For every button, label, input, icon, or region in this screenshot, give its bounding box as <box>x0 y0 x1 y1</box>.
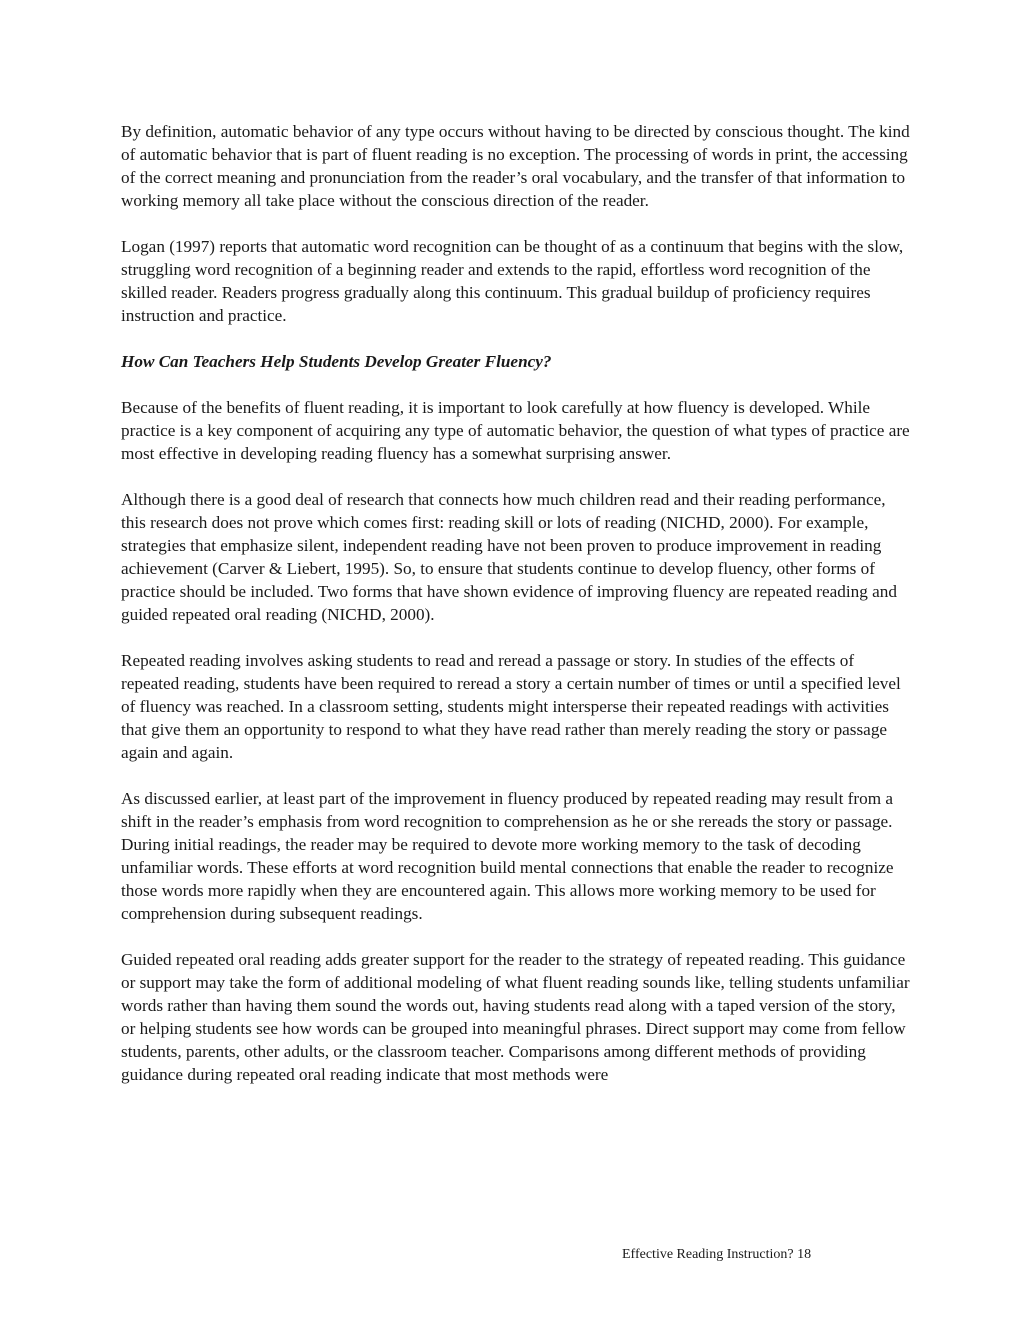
paragraph-logan-continuum: Logan (1997) reports that automatic word recognition can be thought of as a continuum that begins with the slow, struggling word recognition of a beginning reader and extends to the rapid, effortless word recognition of the skilled reader. Readers progress gradually along this continuum. This gradual buildup of proficiency requires instruction and practice. <box>121 237 904 325</box>
section-heading: How Can Teachers Help Students Develop Greater Fluency? <box>121 352 552 371</box>
paragraph-repeated-reading: Repeated reading involves asking students to read and reread a passage or story. In studies of the effects of repeated reading, students have been required to reread a story a certain number of times or until a specified level of fluency was reached. In a classroom setting, students might intersperse their repeated readings with activities that give them an opportunity to respond to what they have read rather than merely reading the story or passage again and again. <box>121 651 901 762</box>
paragraph-working-memory: As discussed earlier, at least part of the improvement in fluency produced by repeated reading may result from a shift in the reader’s emphasis from word recognition to comprehension as he or she rereads the story or passage. During initial readings, the reader may be required to devote more working memory to the task of decoding unfamiliar words. These efforts at word recognition build mental connections that enable the reader to recognize those words more rapidly when they are encountered again. This allows more working memory to be used for comprehension during subsequent readings. <box>121 789 894 923</box>
paragraph-research-reading-performance: Although there is a good deal of research that connects how much children read and their reading performance, this research does not prove which comes first: reading skill or lots of reading (NICHD, 2000). For example, strategies that emphasize silent, independent reading have not been proven to produce improvement in reading achievement (Carver & Liebert, 1995). So, to ensure that students continue to develop fluency, other forms of practice should be included. Two forms that have shown evidence of improving fluency are repeated reading and guided repeated oral reading (NICHD, 2000). <box>121 490 897 624</box>
body-text <box>121 120 911 1109</box>
paragraph-guided-oral-reading: Guided repeated oral reading adds greater support for the reader to the strategy of repeated reading. This guidance or support may take the form of additional modeling of what fluent reading sounds like, telling students unfamiliar words rather than having them sound the words out, having students read along with a taped version of the story, or helping students see how words can be grouped into meaningful phrases. Direct support may come from fellow students, parents, other adults, or the classroom teacher. Comparisons among different methods of providing guidance during repeated oral reading indicate that most methods were <box>121 950 910 1084</box>
page-footer: Effective Reading Instruction? 18 <box>622 1247 812 1262</box>
paragraph-benefits-fluent-reading: Because of the benefits of fluent reading, it is important to look carefully at how fluency is developed. While practice is a key component of acquiring any type of automatic behavior, the question of what types of practice are most effective in developing reading fluency has a somewhat surprising answer. <box>121 398 910 463</box>
paragraph-automatic-behavior: By definition, automatic behavior of any type occurs without having to be directed by conscious thought. The kind of automatic behavior that is part of fluent reading is no exception. The processing of words in print, the accessing of the correct meaning and pronunciation from the reader’s oral vocabulary, and the transfer of that information to working memory all take place without the conscious direction of the reader. <box>121 122 910 210</box>
